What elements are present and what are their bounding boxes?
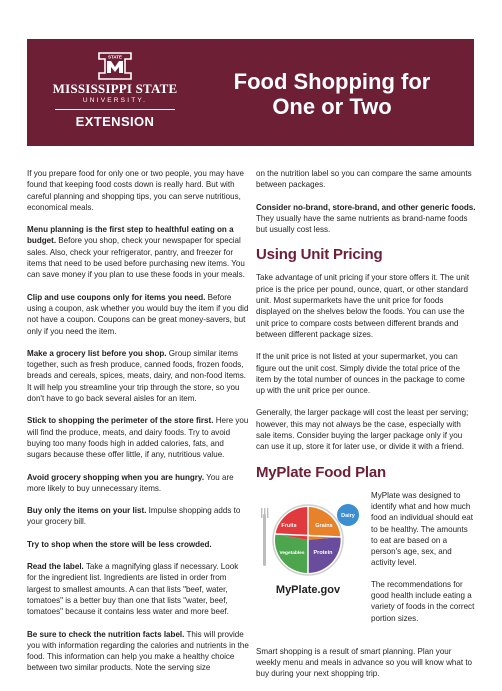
tip-text: Here you will find the produce, meats, and dairy foods. Try to avoid buying too many foods high in added calories, fats, and sugars because these offer little, if any, nutritious value. bbox=[27, 416, 249, 460]
tip-paragraph bbox=[27, 629, 249, 674]
tip-text: Before you shop, check your newspaper for special sales. Also, check your refrigerator, pantry, and freezer for items that need to be used before purchasing new items. You can save money if you plan to use these foods in your meals. bbox=[27, 236, 245, 280]
msu-seal-icon bbox=[95, 51, 135, 81]
tip-heading: Consider no-brand, store-brand, and other generic foods. bbox=[256, 202, 476, 212]
myplate-description bbox=[371, 490, 476, 634]
left-column bbox=[27, 168, 249, 685]
tip-paragraph bbox=[27, 348, 249, 404]
tip-heading: Clip and use coupons only for items you need. bbox=[27, 292, 206, 302]
tip-heading: Read the label. bbox=[27, 562, 84, 572]
logo-university: UNIVERSITY. bbox=[82, 97, 148, 104]
tip-paragraph bbox=[27, 539, 249, 550]
msu-extension-logo bbox=[37, 51, 193, 135]
tip-paragraph bbox=[27, 415, 249, 460]
closing-paragraph: Smart shopping is a result of smart planning. Plan your weekly menu and meals in advance so you will know what to buy during your next shopping trip. bbox=[256, 646, 473, 679]
vegetables-label: Vegetables bbox=[279, 550, 305, 556]
tip-text: They usually have the same nutrients as brand-name foods but usually cost less. bbox=[256, 213, 468, 235]
myplate-paragraph: MyPlate was designed to identify what and how much food an individual should eat to be healthy. The amounts to eat are based on a person's age, sex, and activity level. bbox=[371, 490, 474, 568]
myplate-icon bbox=[256, 490, 364, 602]
tip-heading: Stick to shopping the perimeter of the store first. bbox=[27, 416, 214, 426]
right-column bbox=[256, 168, 476, 691]
tip-heading: Avoid grocery shopping when you are hungry. bbox=[27, 472, 205, 482]
tip-paragraph bbox=[256, 202, 476, 236]
unit-pricing-paragraph: If the unit price is not listed at your supermarket, you can figure out the unit cost. Simply divide the total price of the item by the total number of ounces in the package to come up with the unit price per ounce. bbox=[256, 352, 465, 396]
intro-paragraph: If you prepare food for only one or two people, you may have found that keeping food costs down is really hard. But with careful planning and shopping tips, you can serve nutritious, economical meals. bbox=[27, 169, 244, 212]
page-title bbox=[217, 69, 447, 119]
tip-text: This will provide you with information regarding the calories and nutrients in the food. This information can help you make a healthy choice between two similar products. Note the serving size bbox=[27, 629, 249, 673]
unit-pricing-paragraph: Generally, the larger package will cost the least per serving; however, this may not always be the case, especially with sale items. Consider buying the larger package only if you can use it up, store it for later use, or divide it with a friend. bbox=[256, 408, 469, 452]
tip-text: Take a magnifying glass if necessary. Look for the ingredient list. Ingredients are listed in order from largest to smallest amounts. A can that lists "beef, water, tomatoes" is a better buy than one that lists "water, beef, tomatoes" because it contains less water and more beef. bbox=[27, 562, 239, 617]
logo-divider bbox=[55, 109, 175, 110]
logo-name: MISSISSIPPI STATE bbox=[52, 81, 178, 96]
tip-heading: Try to shop when the store will be less crowded. bbox=[27, 539, 212, 549]
tip-paragraph bbox=[27, 561, 249, 617]
tip-heading: Be sure to check the nutrition facts label. bbox=[27, 629, 185, 639]
tip-text: Group similar items together, such as fresh produce, canned foods, frozen foods, breads and cereals, spices, meats, dairy, and non-food items. It will help you streamline your trip through the store, so you don't have to go back several aisles for an item. bbox=[27, 348, 247, 404]
myplate-logo-text: MyPlate.gov bbox=[275, 583, 341, 596]
myplate-heading: MyPlate Food Plan bbox=[256, 463, 386, 481]
unit-pricing-paragraph: Take advantage of unit pricing if your store offers it. The unit price is the price per pound, ounce, quart, or other standard unit. Most supermarkets have the unit price for foods displayed on the shelves below the foods. You can use the unit price to compare costs between different brands and between different package sizes. bbox=[256, 273, 470, 339]
tip-text: Before using a coupon, ask whether you would buy the item if you did not have a coupon. Coupons can be great money-savers, but only if you need the item. bbox=[27, 292, 249, 336]
myplate-section bbox=[256, 490, 476, 640]
tip-heading: Menu planning is the first step to healthful eating on a budget. bbox=[27, 225, 234, 246]
title-line-2: One or Two bbox=[272, 94, 392, 119]
tip-text: Impulse shopping adds to your grocery bill. bbox=[27, 506, 241, 527]
tip-heading: Make a grocery list before you shop. bbox=[27, 348, 167, 358]
grains-label: Grains bbox=[315, 522, 333, 529]
tip-heading: Buy only the items on your list. bbox=[27, 506, 147, 516]
tip-paragraph bbox=[27, 472, 249, 495]
tip-paragraph bbox=[27, 292, 249, 337]
logo-extension: EXTENSION bbox=[75, 114, 155, 129]
unit-pricing-heading: Using Unit Pricing bbox=[256, 246, 383, 264]
header-banner bbox=[27, 39, 474, 146]
myplate-paragraph: The recommendations for good health include eating a variety of foods in the correct portion sizes. bbox=[371, 579, 475, 623]
tip-text: You are more likely to buy unnecessary items. bbox=[27, 472, 234, 493]
seal-text: STATE bbox=[107, 54, 123, 60]
title-line-1: Food Shopping for bbox=[233, 69, 431, 94]
protein-label: Protein bbox=[313, 549, 333, 556]
continued-paragraph: on the nutrition label so you can compare the same amounts between packages. bbox=[256, 169, 472, 190]
tip-paragraph bbox=[27, 505, 249, 528]
dairy-label: Dairy bbox=[341, 512, 355, 519]
tip-paragraph bbox=[27, 224, 249, 280]
fruits-label: Fruits bbox=[281, 522, 297, 529]
